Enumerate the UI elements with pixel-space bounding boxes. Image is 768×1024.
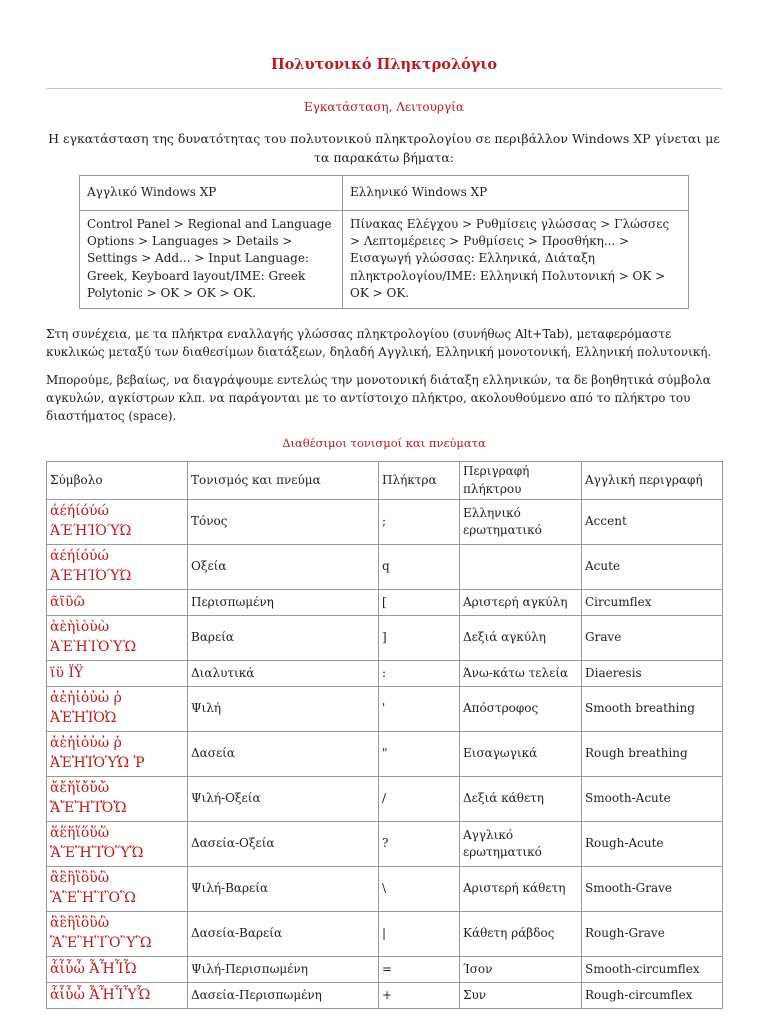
english-description-cell: Rough breathing: [582, 732, 723, 777]
paragraph-remove-monotonic: Μπορούμε, βεβαίως, να διαγράψουμε εντελώς την μονοτονική διάταξη ελληνικών, τα δε βοηθητικά σύμβολα αγκυλών, αγκίστρων κλπ. να παράγονται με το αντίστοιχο πλήκτρο, ακολουθούμενο από το πλήκτρο του διαστήματος (space).: [46, 372, 711, 423]
symbol-cell: ἁἑἡἱὁὑὡ ῥ ἉἙἩἹὉὙὩ Ῥ: [47, 732, 188, 777]
page-title: Πολυτονικό Πληκτρολόγιο: [270, 56, 498, 73]
key-cell: ]: [379, 616, 460, 661]
key-cell: ?: [379, 822, 460, 867]
accent-name-cell: Διαλυτικά: [188, 661, 379, 687]
accent-row: [47, 822, 723, 867]
accent-name-cell: Δασεία: [188, 732, 379, 777]
header-symbol: Σύμβολο: [47, 462, 188, 500]
key-cell: [: [379, 590, 460, 616]
key-cell: +: [379, 983, 460, 1009]
accent-row: [47, 732, 723, 777]
symbol-cell: ἀἐἠἰὀὐὠ ῤ ἈἘἨἸὈὨ: [47, 687, 188, 732]
symbol-cell: ᾶῖῦῶ: [47, 590, 188, 616]
key-description-cell: Δεξιά κάθετη: [460, 777, 582, 822]
key-cell: :: [379, 661, 460, 687]
accent-name-cell: Δασεία-Βαρεία: [188, 912, 379, 957]
key-description-cell: Δεξιά αγκύλη: [460, 616, 582, 661]
key-cell: |: [379, 912, 460, 957]
header-keys: Πλήκτρα: [379, 462, 460, 500]
accent-row: [47, 590, 723, 616]
english-description-cell: Circumflex: [582, 590, 723, 616]
install-subtitle: Εγκατάσταση, Λειτουργία: [303, 100, 464, 114]
symbol-cell: ἇἷὗὧ ἏἯἿὟὯ: [47, 983, 188, 1009]
english-description-cell: Acute: [582, 545, 723, 590]
install-header-row: [80, 175, 689, 210]
english-description-cell: Smooth-Grave: [582, 867, 723, 912]
key-cell: ;: [379, 500, 460, 545]
symbol-cell: άέήίόύώ ΆΈΉΊΌΎΏ: [47, 545, 188, 590]
accents-header-row: [47, 462, 723, 500]
intro-text: Η εγκατάσταση της δυνατότητας του πολυτονικού πληκτρολογίου σε περιβάλλον Windows XP γίνεται με τα παρακάτω βήματα:: [48, 131, 720, 165]
key-description-cell: Απόστροφος: [460, 687, 582, 732]
accent-row: [47, 661, 723, 687]
english-description-cell: Diaeresis: [582, 661, 723, 687]
symbol-cell: ϊϋ ΪΫ: [47, 661, 188, 687]
accents-table: [46, 461, 723, 1009]
symbol-cell: ἆἶὖὦ ἎἮἾὮ: [47, 957, 188, 983]
header-english-description: Αγγλική περιγραφή: [582, 462, 723, 500]
key-cell: q: [379, 545, 460, 590]
accent-row: [47, 957, 723, 983]
key-description-cell: [460, 545, 582, 590]
accent-row: [47, 983, 723, 1009]
key-description-cell: Ίσον: [460, 957, 582, 983]
header-key-description: Περιγραφή πλήκτρου: [460, 462, 582, 500]
key-description-cell: Κάθετη ράβδος: [460, 912, 582, 957]
symbol-cell: ἂἒἢἲὂὒὢ ἊἚἪἺὊὪ: [47, 867, 188, 912]
key-description-cell: Ελληνικό ερωτηματικό: [460, 500, 582, 545]
paragraph-language-switch: Στη συνέχεια, με τα πλήκτρα εναλλαγής γλώσσας πληκτρολογίου (συνήθως Alt+Tab), μεταφερόμαστε κυκλικώς μεταξύ των διαθεσίμων διατάξεων, δηλαδή Αγγλική, Ελληνική μονοτονική, Ελληνική πολυτονική.: [46, 326, 712, 359]
accent-name-cell: Ψιλή-Περισπωμένη: [188, 957, 379, 983]
accent-name-cell: Περισπωμένη: [188, 590, 379, 616]
accent-name-cell: Ψιλή-Οξεία: [188, 777, 379, 822]
key-cell: /: [379, 777, 460, 822]
accent-name-cell: Δασεία-Περισπωμένη: [188, 983, 379, 1009]
install-header-greek: Ελληνικό Windows XP: [343, 175, 689, 210]
english-description-cell: Smooth-Acute: [582, 777, 723, 822]
accent-row: [47, 912, 723, 957]
english-description-cell: Rough-Grave: [582, 912, 723, 957]
accent-name-cell: Οξεία: [188, 545, 379, 590]
accent-row: [47, 616, 723, 661]
english-description-cell: Accent: [582, 500, 723, 545]
install-english-steps: Control Panel > Regional and Language Options > Languages > Details > Settings > Add... > Input Language: Greek, Keyboard layout/IME: Greek Polytonic > OK > OK > OK.: [80, 210, 343, 308]
key-description-cell: Άνω-κάτω τελεία: [460, 661, 582, 687]
english-description-cell: Rough-circumflex: [582, 983, 723, 1009]
key-description-cell: Αριστερή αγκύλη: [460, 590, 582, 616]
key-cell: ': [379, 687, 460, 732]
key-description-cell: Εισαγωγικά: [460, 732, 582, 777]
symbol-cell: άέήίόύώ ΆΈΉΊΌΎΏ: [47, 500, 188, 545]
install-header-english: Αγγλικό Windows XP: [80, 175, 343, 210]
accent-row: [47, 500, 723, 545]
key-description-cell: Αριστερή κάθετη: [460, 867, 582, 912]
key-cell: ": [379, 732, 460, 777]
accent-row: [47, 867, 723, 912]
symbol-cell: ἄἔἤἴὄὔὤ ἌἜἬἼὌὬ: [47, 777, 188, 822]
install-table: [79, 175, 689, 309]
english-description-cell: Rough-Acute: [582, 822, 723, 867]
accent-row: [47, 777, 723, 822]
english-description-cell: Grave: [582, 616, 723, 661]
install-greek-steps: Πίνακας Ελέγχου > Ρυθμίσεις γλώσσας > Γλώσσες > Λεπτομέρειες > Ρυθμίσεις > Προσθήκη... > Εισαγωγή γλώσσας: Ελληνικά, Διάταξη πληκτρολογίου/IME: Ελληνική Πολυτονική > OK > OK > OK.: [343, 210, 689, 308]
accent-name-cell: Δασεία-Οξεία: [188, 822, 379, 867]
accent-name-cell: Βαρεία: [188, 616, 379, 661]
english-description-cell: Smooth breathing: [582, 687, 723, 732]
symbol-cell: ὰὲὴὶὸὺὼ ᾺῈῊῚῸῪῺ: [47, 616, 188, 661]
accent-name-cell: Ψιλή: [188, 687, 379, 732]
key-cell: \: [379, 867, 460, 912]
accents-subtitle: Διαθέσιμοι τονισμοί και πνεύματα: [282, 435, 486, 450]
key-cell: =: [379, 957, 460, 983]
symbol-cell: ἅἕἥἵὅὕὥ ἍἝἭἽὍὝὭ: [47, 822, 188, 867]
symbol-cell: ἃἓἣἳὃὓὣ ἋἛἫἻὋὛὫ: [47, 912, 188, 957]
accent-name-cell: Τόνος: [188, 500, 379, 545]
accent-name-cell: Ψιλή-Βαρεία: [188, 867, 379, 912]
key-description-cell: Αγγλικό ερωτηματικό: [460, 822, 582, 867]
english-description-cell: Smooth-circumflex: [582, 957, 723, 983]
title-divider: [46, 88, 722, 89]
header-accent: Τονισμός και πνεύμα: [188, 462, 379, 500]
install-steps-row: [80, 210, 689, 308]
key-description-cell: Συν: [460, 983, 582, 1009]
accent-row: [47, 687, 723, 732]
accent-row: [47, 545, 723, 590]
